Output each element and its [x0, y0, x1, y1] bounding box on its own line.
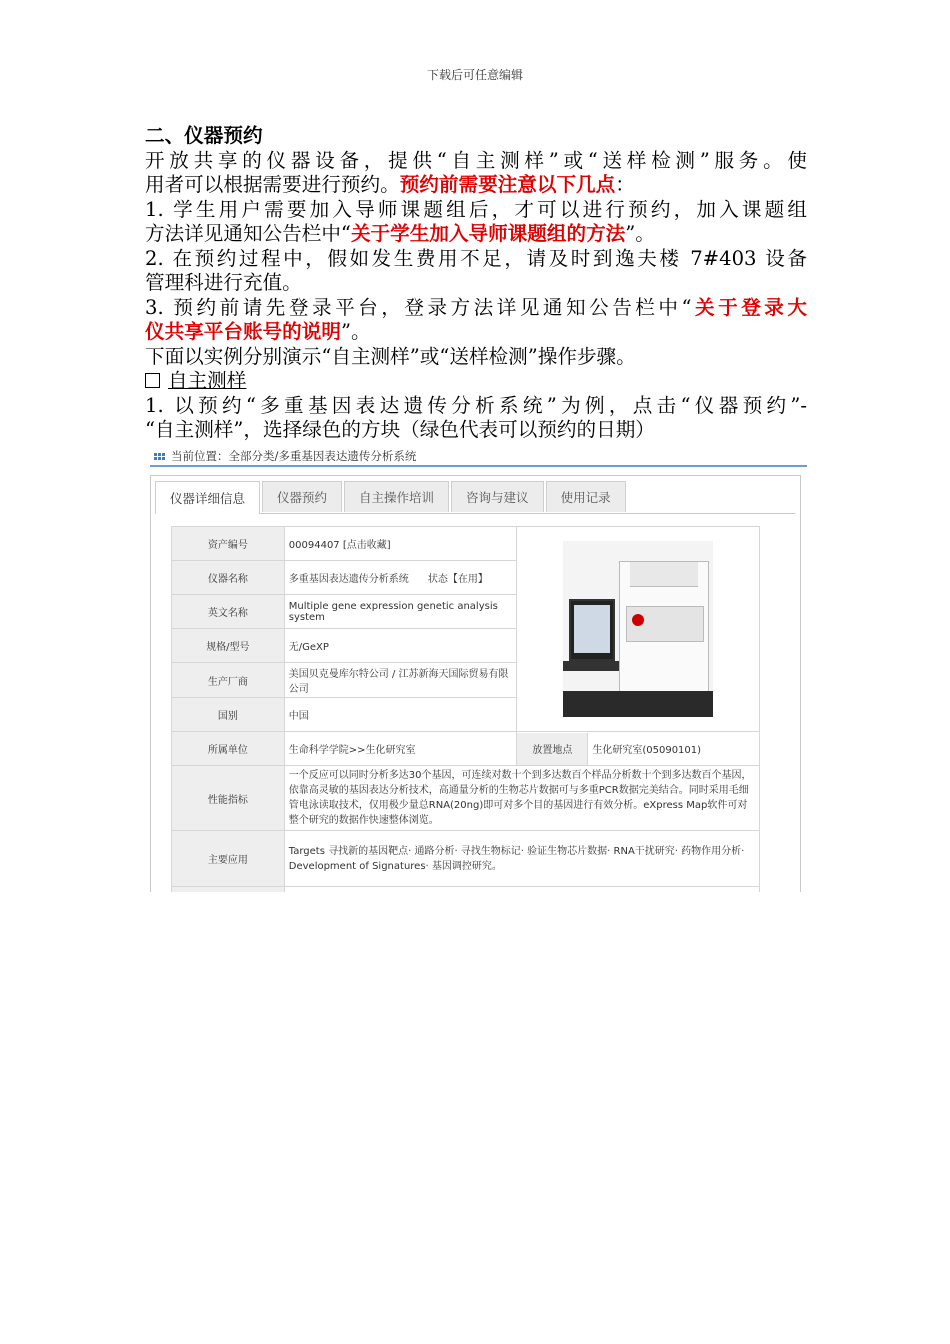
monitor-shape	[569, 599, 615, 661]
step-1-line-2: “自主测样”，选择绿色的方块（绿色代表可以预约的日期）	[145, 418, 655, 441]
breadcrumb-divider	[150, 465, 807, 467]
country-label: 国别	[172, 698, 285, 732]
table-row	[172, 732, 760, 766]
page-header-note: 下载后可任意编辑	[426, 68, 523, 82]
demo-line: 下面以实例分别演示“自主测样”或“送样检测”操作步骤。	[145, 344, 636, 368]
embedded-screenshot	[150, 447, 807, 892]
subhead-self-test	[145, 369, 807, 394]
tab-bar	[155, 481, 795, 514]
model-value: 无/GeXP	[284, 629, 517, 663]
item-1-text: 方法详见通知公告栏中“	[145, 222, 351, 245]
status-value: 状态【在用】	[427, 574, 488, 585]
tab-usage-records[interactable]: 使用记录	[546, 481, 626, 512]
asset-value[interactable]: 00094407 [点击收藏]	[284, 527, 517, 561]
tab-instrument-detail[interactable]: 仪器详细信息	[155, 481, 260, 514]
item-1-line-2	[145, 222, 807, 247]
item-2-line-2: 管理科进行充值。	[145, 271, 302, 294]
subhead-label: 自主测样	[168, 369, 247, 392]
item-3-line-1	[145, 296, 807, 321]
name-label: 仪器名称	[172, 561, 285, 595]
name-cell	[284, 561, 517, 595]
item-2-line-1: 2. 在预约过程中，假如发生费用不足，请及时到逸夫楼 7#403 设备	[145, 246, 807, 270]
intro-text: 用者可以根据需要进行预约。	[145, 173, 400, 196]
tab-instrument-booking[interactable]: 仪器预约	[262, 481, 342, 512]
model-label: 规格/型号	[172, 629, 285, 663]
breadcrumb-text[interactable]: 当前位置：全部分类/多重基因表达遗传分析系统	[171, 449, 417, 463]
item-3-tail: ”。	[340, 320, 371, 343]
login-link-text-2: 仪共享平台账号的说明	[145, 320, 341, 343]
detail-panel	[150, 475, 801, 892]
unit-value: 生命科学学院>>生化研究室	[284, 732, 517, 766]
document-body	[145, 124, 807, 443]
tab-self-training[interactable]: 自主操作培训	[344, 481, 449, 512]
unit-label: 所属单位	[172, 732, 285, 766]
maker-value: 美国贝克曼库尔特公司 / 江苏新海天国际贸易有限公司	[284, 663, 517, 698]
instrument-image	[563, 541, 713, 717]
item-1-tail: ”。	[625, 222, 655, 245]
keyboard-shape	[563, 661, 619, 671]
notice-highlight: 预约前需要注意以下几点	[399, 173, 616, 196]
breadcrumb	[154, 447, 416, 465]
section-title: 二、仪器预约	[145, 124, 263, 147]
country-value: 中国	[284, 698, 517, 732]
table-row	[172, 766, 760, 831]
place-cell	[517, 732, 760, 766]
table-row	[172, 831, 760, 887]
asset-label: 资产编号	[172, 527, 285, 561]
checkbox-icon	[145, 373, 160, 388]
instrument-info-table	[171, 526, 760, 892]
item-3-line-2	[145, 320, 807, 345]
app-value: Targets 寻找新的基因靶点· 通路分析· 寻找生物标记· 验证生物芯片数据· RNA干扰研究· 药物作用分析· Development of Signatures· 基因调控研究。	[284, 831, 759, 887]
step-1-line-1: 1. 以预约“多重基因表达遗传分析系统”为例，点击“仪器预约”-	[145, 393, 807, 417]
bench-shape	[563, 691, 713, 717]
maker-label: 生产厂商	[172, 663, 285, 698]
instrument-photo	[517, 527, 760, 732]
item-1-line-1: 1. 学生用户需要加入导师课题组后，才可以进行预约，加入课题组	[145, 197, 807, 221]
app-label: 主要应用	[172, 831, 285, 887]
grid-icon	[154, 453, 165, 460]
intro-line-1: 开放共享的仪器设备，提供“自主测样”或“送样检测”服务。使	[145, 148, 807, 172]
perf-label: 性能指标	[172, 766, 285, 831]
intro-line-2	[145, 173, 807, 198]
perf-value: 一个反应可以同时分析多达30个基因，可连续对数十个到多达数百个样品分析数十个到多达数百个基因，依靠高灵敏的基因表达分析技术，高通量分析的生物芯片数据可与多重PCR数据完美结合。同时采用毛细管电泳读取技术，仅用极少量总RNA(20ng)即可对多个目的基因进行有效分析。eXpress Map软件可对整个研究的数据作快速整体浏览。	[284, 766, 759, 831]
table-row	[172, 887, 760, 893]
table-row	[172, 527, 760, 561]
place-label: 放置地点	[517, 733, 588, 765]
intro-tail: ：	[615, 173, 635, 196]
name-value: 多重基因表达遗传分析系统	[288, 574, 409, 585]
en-label: 英文名称	[172, 595, 285, 629]
analyzer-shape	[619, 561, 709, 695]
join-group-link-text: 关于学生加入导师课题组的方法	[350, 222, 626, 245]
login-link-text-1: 关于登录大	[691, 295, 807, 319]
place-value: 生化研究室(05090101)	[592, 745, 702, 756]
tab-consult[interactable]: 咨询与建议	[451, 481, 544, 512]
item-3-text: 3. 预约前请先登录平台，登录方法详见通知公告栏中“	[145, 295, 692, 319]
en-value: Multiple gene expression genetic analysis system	[284, 595, 517, 629]
